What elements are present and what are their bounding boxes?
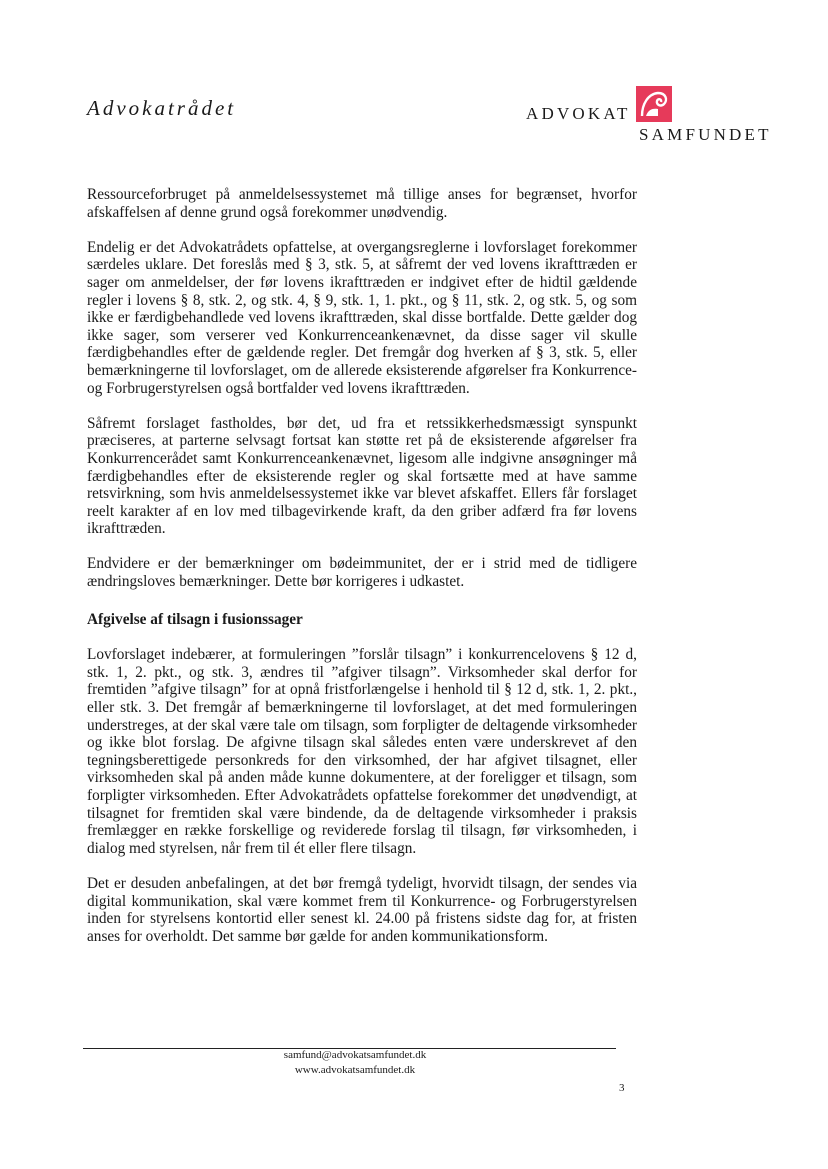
- logo-emblem-icon: [636, 86, 672, 122]
- advokatsamfundet-logo: [526, 86, 786, 146]
- footer-email: samfund@advokatsamfundet.dk: [283, 1049, 427, 1061]
- paragraph-resource-usage: Ressourceforbruget på anmeldelsessystemet må tillige anses for begrænset, hvorfor afskaffelsen af denne grund også forekommer unødvendig.: [87, 186, 637, 221]
- logo-word-advokat: ADVOKAT: [526, 104, 631, 123]
- paragraph-commitments: Lovforslaget indebærer, at formuleringen ”forslår tilsagn” i konkurrencelovens § 12 d, stk. 1, 2. pkt., og stk. 3, ændres til ”afgiver tilsagn”. Virksomheder skal derfor for fremtiden ”afgive tilsagn” for at opnå fristforlængelse i henhold til § 12 d, stk. 1, 2. pkt., eller stk. 3. Det fremgår af bemærkningerne til lovforslaget, at det med formuleringen understreges, at der skal være tale om tilsagn, som forpligter de deltagende virksomheder og ikke blot forslag. De afgivne tilsagn skal således enten være underskrevet af den tegningsberettigede personkreds for den virksomhed, der har afgivet tilsagnet, eller virksomheden skal på anden måde kunne dokumentere, at der foreligger et tilsagn, som forpligter virksomheden. Efter Advokatrådets opfattelse forekommer det unødvendigt, at tilsagnet for fremtiden skal være bindende, da de deltagende virksomheder i praksis fremlægger en række forskellige og reviderede forslag til tilsagn, før virksomheden, i dialog med styrelsen, når frem til ét eller flere tilsagn.: [87, 646, 637, 857]
- letter-body: [87, 186, 637, 963]
- paragraph-fine-immunity: Endvidere er der bemærkninger om bødeimmunitet, der er i strid med de tidligere ændringsloves bemærkninger. Dette bør korrigeres i udkastet.: [87, 555, 637, 591]
- document-header-title: Advokatrådet: [87, 96, 237, 120]
- section-heading: Afgivelse af tilsagn i fusionssager: [87, 610, 303, 628]
- paragraph-legal-certainty: Såfremt forslaget fastholdes, bør det, ud fra et retssikkerhedsmæssigt synspunkt præciseres, at parterne selvsagt fortsat kan støtte ret på de eksisterende afgørelser fra Konkurrencerådet samt Konkurrenceankenævnet, ligesom alle indgivne ansøgninger må færdigbehandles efter de eksisterende regler og skal fortsætte med at have samme retsvirkning, som hvis anmeldelsessystemet ikke var blevet afskaffet. Ellers får forslaget reelt karakter af en lov med tilbagevirkende kraft, da den griber adfærd fra før lovens ikrafttræden.: [87, 414, 637, 538]
- page-number: 3: [619, 1082, 625, 1094]
- logo-word-samfundet: SAMFUNDET: [639, 125, 772, 144]
- footer-website: www.advokatsamfundet.dk: [294, 1064, 416, 1076]
- paragraph-transition-rules: Endelig er det Advokatrådets opfattelse, at overgangsreglerne i lovforslaget forekommer særdeles uklare. Det foreslås med § 3, stk. 5, at såfremt der ved lovens ikrafttræden er sager om anmeldelser, der før lovens ikrafttræden er indgivet efter de hidtil gældende regler i lovens § 8, stk. 2, og stk. 4, § 9, stk. 1, 1. pkt., og § 11, stk. 2, og stk. 5, og som ikke er færdigbehandlede ved lovens ikrafttræden, skal disse bortfalde. Dette gælder dog ikke sager, som verserer ved Konkurrenceankenævnet, da disse sager vil skulle færdigbehandles efter de gældende regler. Det fremgår dog hverken af § 3, stk. 5, eller bemærkningerne til lovforslaget, om de allerede eksisterende afgørelser fra Konkurrence- og Forbrugerstyrelsen også bortfalder ved lovens ikrafttræden.: [87, 238, 637, 397]
- paragraph-digital-communication: Det er desuden anbefalingen, at det bør fremgå tydeligt, hvorvidt tilsagn, der sendes via digital kommunikation, skal være kommet frem til Konkurrence- og Forbrugerstyrelsen inden for styrelsens kontortid eller senest kl. 24.00 på fristens sidste dag for, at fristen anses for overholdt. Det samme bør gælde for anden kommunikationsform.: [87, 874, 637, 945]
